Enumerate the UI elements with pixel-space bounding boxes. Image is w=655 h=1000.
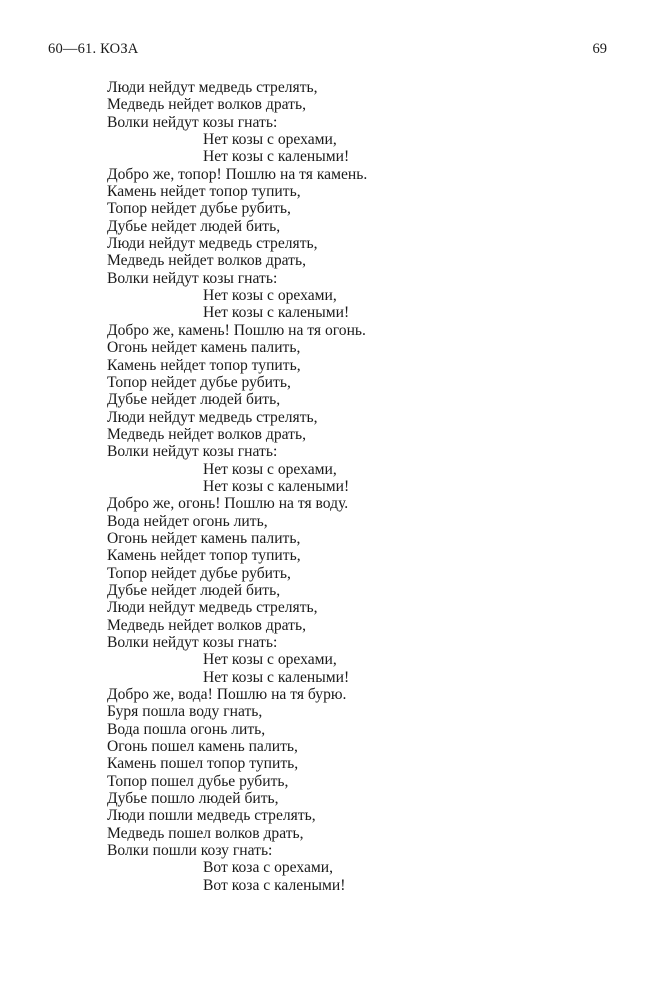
refrain-line: Нет козы с калеными! bbox=[203, 148, 350, 166]
page-number: 69 bbox=[592, 41, 607, 57]
running-head bbox=[48, 41, 607, 61]
verse-line: Топор нейдет дубье рубить, bbox=[107, 200, 291, 218]
refrain-line: Нет козы с калеными! bbox=[203, 477, 350, 495]
verse-line: Медведь нейдет волков драть, bbox=[107, 616, 306, 634]
verse-line: Добро же, огонь! Пошлю на тя воду. bbox=[107, 495, 349, 513]
verse-line: Медведь нейдет волков драть, bbox=[107, 425, 306, 443]
verse-line: Дубье нейдет людей бить, bbox=[107, 391, 281, 409]
verse-line: Буря пошла воду гнать, bbox=[107, 703, 263, 721]
refrain-line: Вот коза с калеными! bbox=[203, 876, 346, 894]
refrain-line: Нет козы с орехами, bbox=[203, 460, 337, 478]
refrain-line: Вот коза с орехами, bbox=[203, 859, 334, 877]
refrain-line: Нет козы с калеными! bbox=[203, 304, 350, 322]
verse-line: Дубье пошло людей бить, bbox=[107, 790, 279, 808]
verse-line: Медведь нейдет волков драть, bbox=[107, 252, 306, 270]
verse-line: Люди нейдут медведь стрелять, bbox=[107, 79, 318, 96]
refrain-line: Нет козы с орехами, bbox=[203, 651, 337, 669]
refrain-line: Нет козы с калеными! bbox=[203, 668, 350, 686]
verse-line: Добро же, камень! Пошлю на тя огонь. bbox=[107, 321, 366, 339]
verse-line: Вода пошла огонь лить, bbox=[107, 720, 266, 738]
verse-line: Добро же, вода! Пошлю на тя бурю. bbox=[107, 686, 347, 704]
verse-line: Волки нейдут козы гнать: bbox=[107, 269, 278, 287]
verse-line: Вода нейдет огонь лить, bbox=[107, 512, 268, 530]
verse-line: Дубье нейдет людей бить, bbox=[107, 581, 281, 599]
verse-line: Камень нейдет топор тупить, bbox=[107, 547, 301, 565]
refrain-line: Нет козы с орехами, bbox=[203, 131, 337, 149]
verse-line: Волки нейдут козы гнать: bbox=[107, 634, 278, 651]
refrain-line: Нет козы с орехами, bbox=[203, 287, 337, 305]
verse-line: Люди пошли медведь стрелять, bbox=[107, 807, 316, 825]
verse-line: Топор пошел дубье рубить, bbox=[107, 772, 289, 790]
verse-line: Камень нейдет топор тупить, bbox=[107, 356, 301, 374]
verse-line: Люди нейдут медведь стрелять, bbox=[107, 408, 318, 426]
running-title: 60—61. КОЗА bbox=[48, 41, 139, 57]
verse-line: Камень пошел топор тупить, bbox=[107, 755, 299, 773]
verse-line: Добро же, топор! Пошлю на тя камень. bbox=[107, 165, 368, 183]
verse-line: Огонь нейдет камень палить, bbox=[107, 529, 301, 547]
verse-line: Волки пошли козу гнать: bbox=[107, 842, 273, 860]
verse-line: Дубье нейдет людей бить, bbox=[107, 217, 281, 235]
verse-line: Люди нейдут медведь стрелять, bbox=[107, 235, 318, 253]
verse-line: Люди нейдут медведь стрелять, bbox=[107, 599, 318, 617]
poem-body bbox=[107, 79, 607, 894]
verse-line: Топор нейдет дубье рубить, bbox=[107, 564, 291, 582]
verse-line: Волки нейдут козы гнать: bbox=[107, 113, 278, 131]
verse-line: Огонь нейдет камень палить, bbox=[107, 339, 301, 357]
verse-line: Топор нейдет дубье рубить, bbox=[107, 373, 291, 391]
verse-line: Огонь пошел камень палить, bbox=[107, 738, 298, 756]
verse-line: Медведь нейдет волков драть, bbox=[107, 96, 306, 114]
verse-line: Волки нейдут козы гнать: bbox=[107, 443, 278, 461]
verse-line: Камень нейдет топор тупить, bbox=[107, 183, 301, 201]
verse-line: Медведь пошел волков драть, bbox=[107, 824, 304, 842]
